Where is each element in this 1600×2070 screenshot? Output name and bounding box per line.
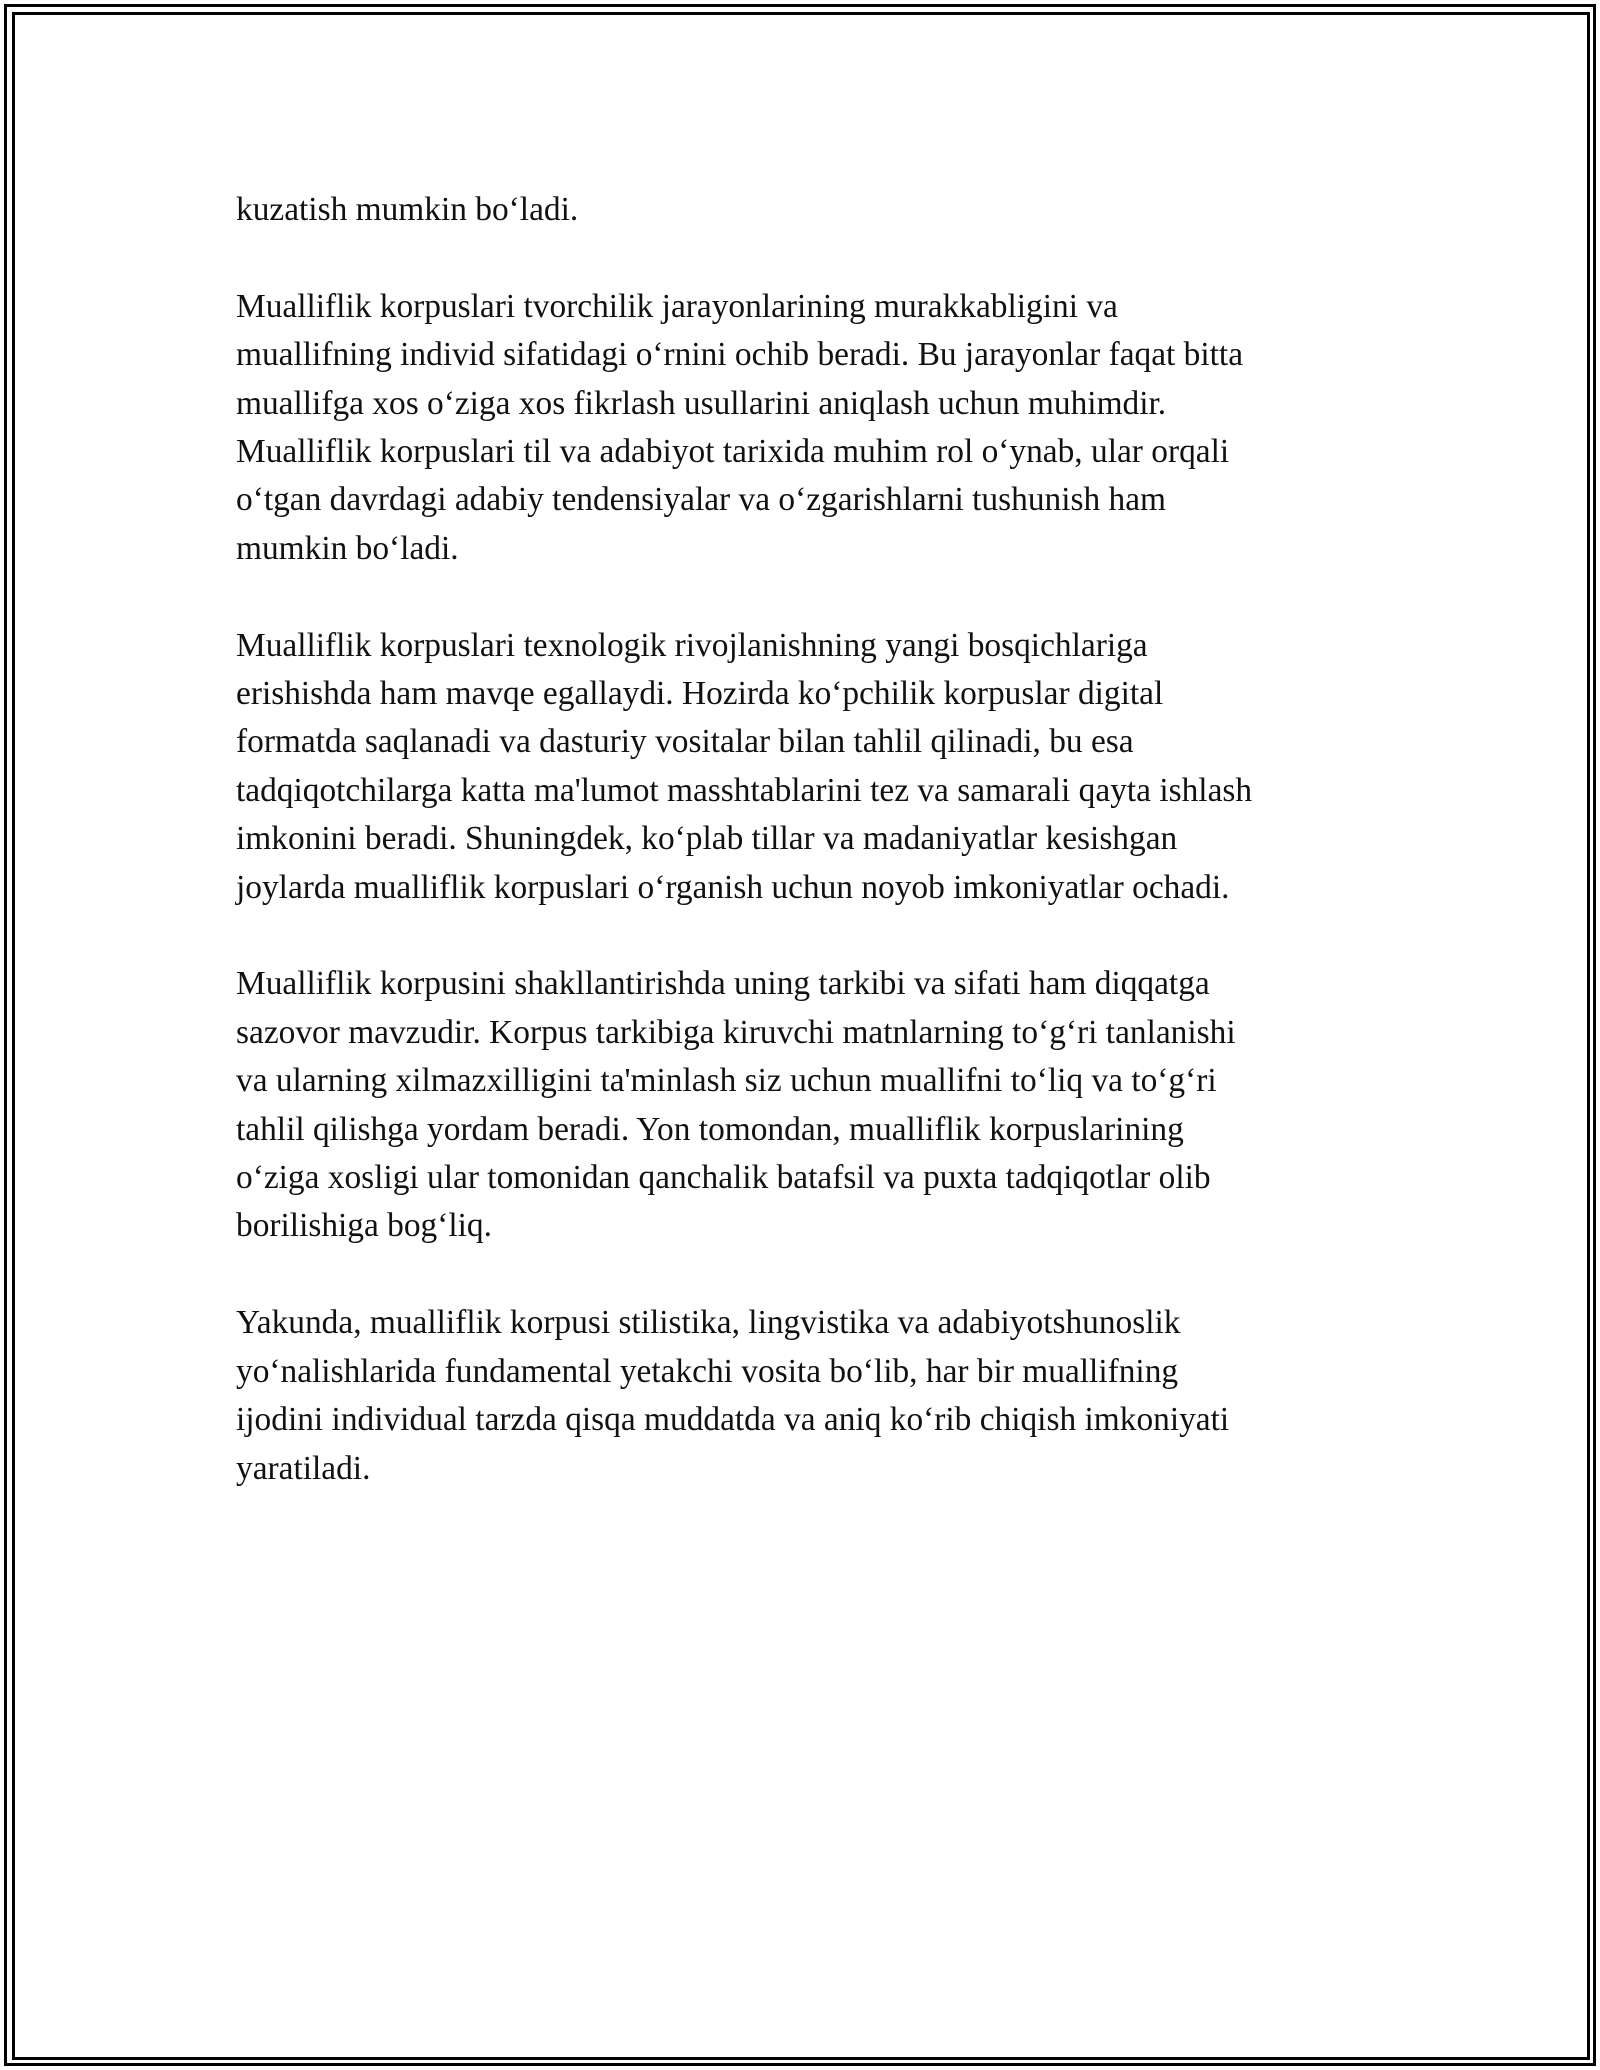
paragraph-2: Mualliflik korpuslari tvorchilik jarayonlarining murakkabligini va muallifning individ sifatidagi o‘rnini ochib beradi. Bu jarayonlar faqat bitta muallifga xos o‘ziga xos fikrlash usullarini aniqlash uchun muhimdir. Mualliflik korpuslari til va adabiyot tarixida muhim rol o‘ynab, ular orqali o‘tgan davrdagi adabiy tendensiyalar va o‘zgarishlarni tushunish ham mumkin bo‘ladi. (236, 287, 1244, 567)
paragraph-4: Mualliflik korpusini shakllantirishda uning tarkibi va sifati ham diqqatga sazovor mavzudir. Korpus tarkibiga kiruvchi matnlarning to‘g‘ri tanlanishi va ularning xilmazxilligini ta'minlash siz uchun muallifni to‘liq va to‘g‘ri tahlil qilishga yordam beradi. Yon tomondan, mualliflik korpuslarining o‘ziga xosligi ular tomonidan qanchalik batafsil va puxta tadqiqotlar olib borilishiga bog‘liq. (236, 965, 1236, 1245)
paragraph-1: kuzatish mumkin bo‘ladi. (236, 191, 579, 228)
document-body (236, 186, 1366, 1541)
paragraph-3: Mualliflik korpuslari texnologik rivojlanishning yangi bosqichlariga erishishda ham mavqe egallaydi. Hozirda ko‘pchilik korpuslar digital formatda saqlanadi va dasturiy vositalar bilan tahlil qilinadi, bu esa tadqiqotchilarga katta ma'lumot masshtablarini tez va samarali qayta ishlash imkonini beradi. Shuningdek, ko‘plab tillar va madaniyatlar kesishgan joylarda mualliflik korpuslari o‘rganish uchun noyob imkoniyatlar ochadi. (236, 626, 1253, 906)
paragraph-5: Yakunda, mualliflik korpusi stilistika, lingvistika va adabiyotshunoslik yo‘nalishlarida fundamental yetakchi vosita bo‘lib, har bir muallifning ijodini individual tarzda qisqa muddatda va aniq ko‘rib chiqish imkoniyati yaratiladi. (236, 1304, 1230, 1487)
